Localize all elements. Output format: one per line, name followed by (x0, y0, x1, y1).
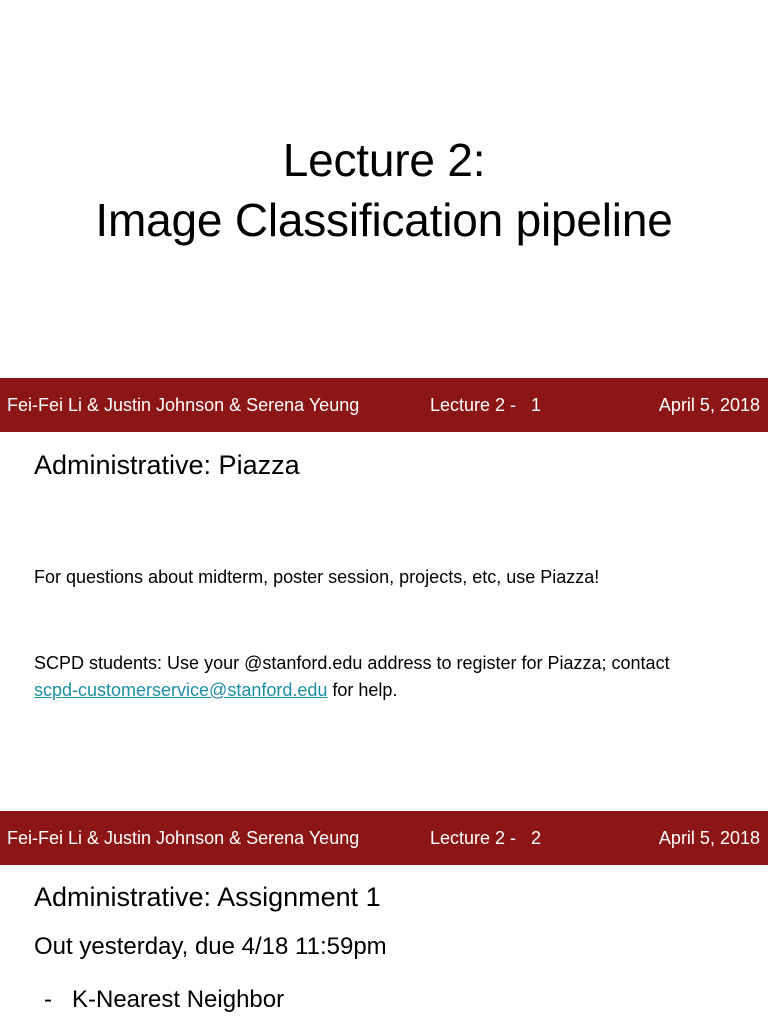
footer-authors: Fei-Fei Li & Justin Johnson & Serena Yeung (7, 828, 360, 848)
footer-date: April 5, 2018 (658, 395, 760, 415)
list-item (44, 985, 284, 1015)
scpd-help-line (34, 677, 397, 703)
footer-lecture-number: Lecture 2 - 2 (430, 828, 542, 848)
footer-authors: Fei-Fei Li & Justin Johnson & Serena Yeung (7, 395, 360, 415)
lecture-subtitle: Image Classification pipeline (95, 194, 673, 246)
scpd-help-suffix: for help. (327, 680, 398, 700)
footer-lecture-number: Lecture 2 - 1 (430, 395, 542, 415)
footer-date: April 5, 2018 (658, 828, 760, 848)
scpd-email-link[interactable]: scpd-customerservice@stanford.edu (34, 680, 328, 700)
piazza-questions-text: For questions about midterm, poster session, projects, etc, use Piazza! (34, 567, 600, 587)
slide-heading-assignment: Administrative: Assignment 1 (34, 882, 381, 912)
scpd-students-text: SCPD students: Use your @stanford.edu address to register for Piazza; contact (34, 653, 670, 673)
slide-heading-piazza: Administrative: Piazza (34, 450, 300, 480)
assignment-due-text: Out yesterday, due 4/18 11:59pm (34, 933, 387, 960)
bullet-dash: - (44, 986, 52, 1013)
lecture-title: Lecture 2: (282, 134, 486, 186)
title-slide (0, 0, 768, 378)
slide-footer-1 (0, 378, 768, 432)
bullet-text: K-Nearest Neighbor (72, 986, 285, 1013)
slide-footer-2 (0, 811, 768, 865)
